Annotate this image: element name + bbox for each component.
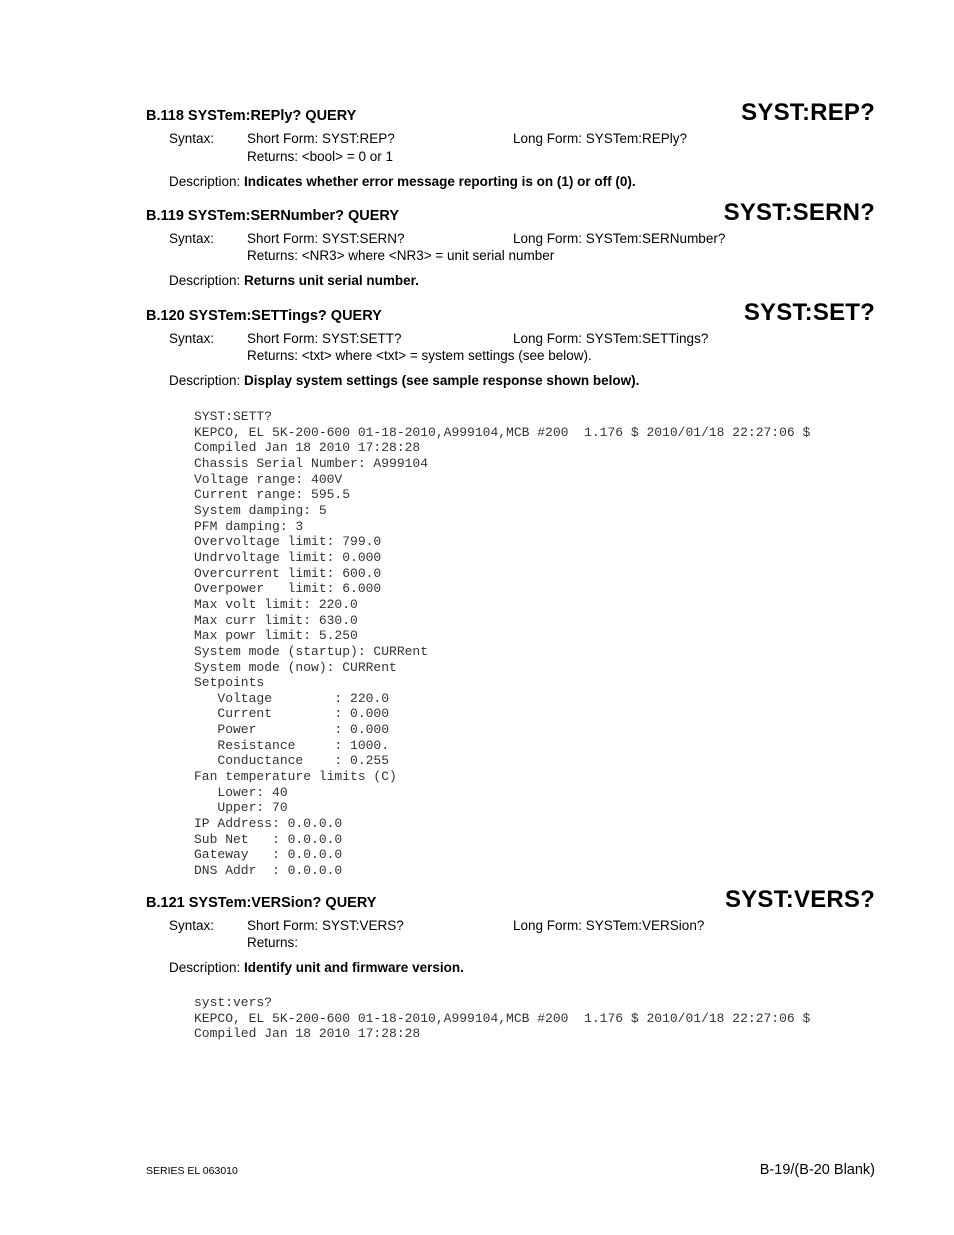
description-label: Description: [169,373,241,388]
section-heading: B.121 SYSTem:VERSion? QUERY [146,895,377,911]
footer-page-number: B-19/(B-20 Blank) [759,1162,875,1178]
returns: Returns: [247,935,299,950]
syntax-label: Syntax: [169,231,215,246]
section-heading: B.118 SYSTem:REPly? QUERY [146,108,357,124]
long-form: Long Form: SYSTem:SERNumber? [513,231,726,246]
returns: Returns: <NR3> where <NR3> = unit serial number [247,248,555,263]
returns: Returns: <bool> = 0 or 1 [247,149,393,164]
description-label: Description: [169,273,241,288]
description-line [169,960,464,975]
description-text: Display system settings (see sample response shown below). [244,373,640,388]
long-form: Long Form: SYSTem:SETTings? [513,331,709,346]
command-title: SYST:SET? [743,299,875,326]
section-heading: B.120 SYSTem:SETTings? QUERY [146,308,382,324]
command-title: SYST:SERN? [723,199,875,226]
command-title: SYST:VERS? [724,886,875,913]
description-text: Returns unit serial number. [244,273,419,288]
long-form: Long Form: SYSTem:VERSion? [513,918,705,933]
short-form: Short Form: SYST:SETT? [247,331,402,346]
syntax-label: Syntax: [169,131,215,146]
description-text: Indicates whether error message reporting is on (1) or off (0). [244,174,636,189]
section-heading: B.119 SYSTem:SERNumber? QUERY [146,208,400,224]
command-title: SYST:REP? [741,99,875,126]
sample-response: SYST:SETT? KEPCO, EL 5K-200-600 01-18-2010,A999104,MCB #200 1.176 $ 2010/01/18 22:27:06 $ Compiled Jan 18 2010 17:28:28 Chassis Serial Number: A999104 Voltage range: 400V Current range: 595.5 System damping: 5 PFM damping: 3 Overvoltage limit: 799.0 Undrvoltage limit: 0.000 Overcurrent limit: 600.0 Overpower limit: 6.000 Max volt limit: 220.0 Max curr limit: 630.0 Max powr limit: 5.250 System mode (startup): CURRent System mode (now): CURRent Setpoints Voltage : 220.0 Current : 0.000 Power : 0.000 Resistance : 1000. Conductance : 0.255 Fan temperature limits (C) Lower: 40 Upper: 70 IP Address: 0.0.0.0 Sub Net : 0.0.0.0 Gateway : 0.0.0.0 DNS Addr : 0.0.0.0 [194,409,811,879]
description-line [169,174,636,189]
footer-series: SERIES EL 063010 [146,1165,238,1177]
description-line [169,273,419,288]
long-form: Long Form: SYSTem:REPly? [513,131,688,146]
description-text: Identify unit and firmware version. [244,960,464,975]
syntax-label: Syntax: [169,918,215,933]
description-line [169,373,639,388]
short-form: Short Form: SYST:SERN? [247,231,405,246]
description-label: Description: [169,960,241,975]
short-form: Short Form: SYST:REP? [247,131,395,146]
sample-response: syst:vers? KEPCO, EL 5K-200-600 01-18-2010,A999104,MCB #200 1.176 $ 2010/01/18 22:27:06 $ Compiled Jan 18 2010 17:28:28 [194,995,811,1042]
returns: Returns: <txt> where <txt> = system settings (see below). [247,348,592,363]
description-label: Description: [169,174,241,189]
short-form: Short Form: SYST:VERS? [247,918,404,933]
syntax-label: Syntax: [169,331,215,346]
